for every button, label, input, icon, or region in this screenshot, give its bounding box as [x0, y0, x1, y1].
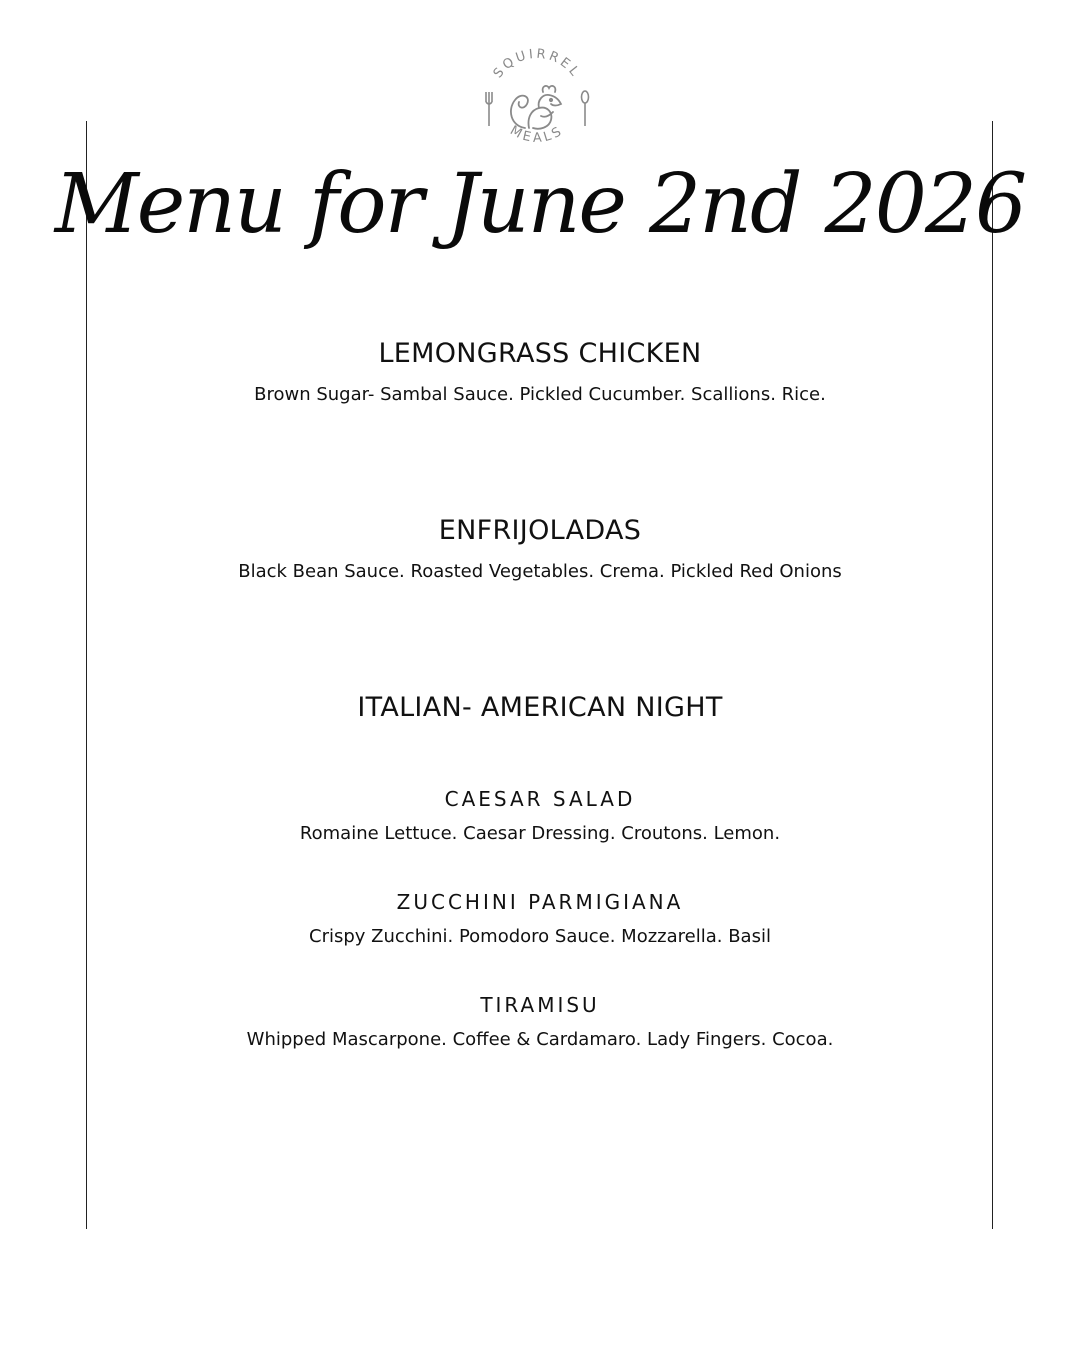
course-description-zucchini-parmigiana: Crispy Zucchini. Pomodoro Sauce. Mozzarella. Basil — [309, 926, 771, 947]
theme-night-title: ITALIAN- AMERICAN NIGHT — [357, 692, 723, 723]
left-border-line — [86, 121, 87, 1229]
course-name-caesar-salad: CAESAR SALAD — [444, 787, 636, 811]
right-border-line — [992, 121, 993, 1229]
course-description-caesar-salad: Romaine Lettuce. Caesar Dressing. Croutons. Lemon. — [299, 823, 781, 844]
dish-name-enfrijoladas: ENFRIJOLADAS — [438, 515, 642, 546]
course-name-tiramisu: TIRAMISU — [480, 993, 600, 1017]
squirrel-icon — [511, 86, 561, 129]
dish-name-lemongrass-chicken: LEMONGRASS CHICKEN — [378, 338, 702, 369]
svg-text:SQUIRREL: SQUIRREL — [490, 46, 584, 82]
spoon-icon — [582, 91, 589, 126]
course-description-tiramisu: Whipped Mascarpone. Coffee & Cardamaro. Lady Fingers. Cocoa. — [246, 1029, 834, 1050]
course-name-zucchini-parmigiana: ZUCCHINI PARMIGIANA — [396, 890, 684, 914]
fork-icon — [486, 92, 492, 126]
squirrel-meals-logo — [477, 40, 597, 160]
menu-title: Menu for June 2nd 2026 — [54, 157, 1026, 252]
dish-description-enfrijoladas: Black Bean Sauce. Roasted Vegetables. Crema. Pickled Red Onions — [238, 561, 842, 582]
dish-description-lemongrass-chicken: Brown Sugar- Sambal Sauce. Pickled Cucumber. Scallions. Rice. — [254, 384, 826, 405]
svg-text:MEALS: MEALS — [507, 123, 567, 147]
